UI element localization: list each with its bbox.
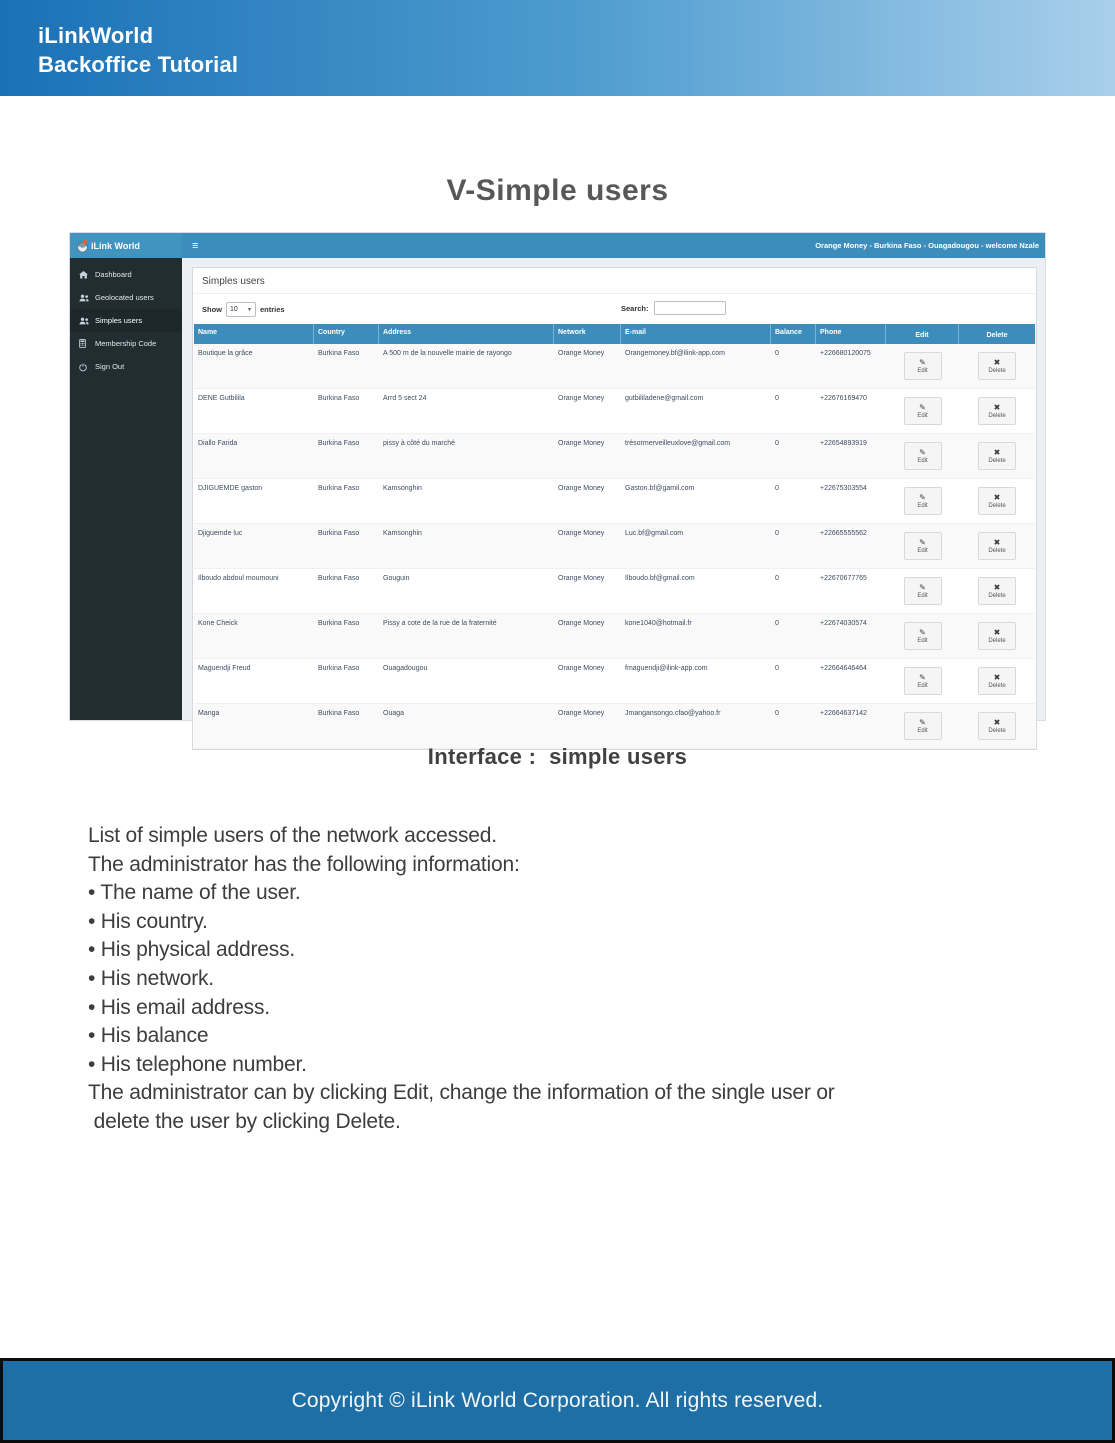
cell-country: Burkina Faso [318,395,360,402]
cell-network: Orange Money [558,530,605,537]
cell-phone: +22675303554 [820,485,867,492]
cell-phone: +22674030574 [820,620,867,627]
sidebar-item-geolocated-users[interactable]: Geolocated users [70,286,182,309]
simples-users-panel [192,267,1037,750]
cell-edit [886,479,959,523]
cell-edit [886,569,959,613]
cell-email: Jmangansongo.cfao@yahoo.fr [625,710,721,717]
cell-delete [959,659,1035,703]
cell-delete [959,434,1035,478]
cell-edit [886,614,959,658]
cell-country: Burkina Faso [318,530,360,537]
app-body [70,258,1045,734]
edit-button[interactable]: ✎ Edit [904,442,942,470]
cell-email: gutbililadene@gmail.com [625,395,704,402]
edit-icon: ✎ [919,492,926,502]
page-length-control [202,302,1027,317]
edit-icon: ✎ [919,627,926,637]
show-label: Show [202,305,222,314]
cell-balance: 0 [775,350,779,357]
edit-icon: ✎ [919,447,926,457]
ilink-logo-icon [76,239,86,253]
edit-icon: ✎ [919,717,926,727]
delete-button[interactable]: ✖ Delete [978,487,1016,515]
column-header-balance[interactable]: Balance [771,324,816,344]
delete-button[interactable]: ✖ Delete [978,667,1016,695]
cell-delete [959,389,1035,433]
table-controls [193,294,1036,324]
entries-select[interactable] [226,302,256,317]
entries-select-value: 10 [230,306,238,313]
chevron-down-icon: ▼ [247,306,252,313]
cell-email: fmaguendji@ilink-app.com [625,665,708,672]
body-line: • His telephone number. [88,1052,307,1076]
cell-name: DENE Gutbilila [198,395,245,402]
cell-balance: 0 [775,665,779,672]
cell-balance: 0 [775,620,779,627]
calculator-icon [79,339,89,348]
cell-balance: 0 [775,440,779,447]
delete-button[interactable]: ✖ Delete [978,442,1016,470]
cell-phone: +22664637142 [820,710,867,717]
cell-country: Burkina Faso [318,665,360,672]
cell-phone: +22670677765 [820,575,867,582]
cell-country: Burkina Faso [318,620,360,627]
cell-address: Pissy a cote de la rue de la fraternité [383,620,497,627]
power-icon [79,363,89,371]
cell-country: Burkina Faso [318,485,360,492]
sidebar-menu [70,258,182,720]
body-line: List of simple users of the network accessed. [88,824,497,847]
topbar-user-info: Orange Money - Burkina Faso - Ouagadougou - welcome Nzale [815,241,1039,250]
cell-delete [959,524,1035,568]
app-brand-label: iLink World [91,240,140,251]
copyright-text: Copyright © iLink World Corporation. All rights reserved. [291,1388,824,1412]
cell-balance: 0 [775,485,779,492]
body-line: • His balance [88,1024,209,1048]
users-icon [79,317,89,325]
edit-button[interactable]: ✎ Edit [904,397,942,425]
delete-button[interactable]: ✖ Delete [978,397,1016,425]
edit-button[interactable]: ✎ Edit [904,712,942,740]
delete-icon: ✖ [993,582,1001,592]
delete-icon: ✖ [993,717,1001,727]
delete-button[interactable]: ✖ Delete [978,622,1016,650]
cell-email: kone1040@hotmail.fr [625,620,692,627]
cell-country: Burkina Faso [318,575,360,582]
cell-address: Gouguin [383,575,410,582]
cell-network: Orange Money [558,620,605,627]
app-brand[interactable] [70,233,182,258]
cell-network: Orange Money [558,665,605,672]
backoffice-screenshot [70,233,1045,734]
cell-edit [886,524,959,568]
delete-icon: ✖ [993,627,1001,637]
delete-button[interactable]: ✖ Delete [978,352,1016,380]
search-control [621,301,726,315]
sidebar-item-simples-users[interactable]: Simples users [70,309,182,332]
cell-name: Ilboudo abdoul moumouni [198,575,279,582]
cell-edit [886,344,959,388]
hamburger-icon: ≡ [192,239,199,252]
edit-icon: ✎ [919,357,926,367]
cell-delete [959,614,1035,658]
edit-button[interactable]: ✎ Edit [904,487,942,515]
column-header-delete[interactable]: Delete [986,332,1008,339]
cell-edit [886,659,959,703]
sidebar-item-sign-out[interactable]: Sign Out [70,355,182,378]
delete-icon: ✖ [993,537,1001,547]
edit-button[interactable]: ✎ Edit [904,622,942,650]
table-row [194,614,1035,659]
cell-name: Maguendji Freud [198,665,251,672]
cell-email: Ilboudo.bf@gmail.com [625,575,695,582]
cell-email: trésormerveilleuxlove@gmail.com [625,440,731,447]
cell-balance: 0 [775,575,779,582]
table-row [194,704,1035,749]
entries-label: entries [260,305,285,314]
cell-address: Ouagadougou [383,665,428,672]
users-icon [79,294,89,302]
body-line: • His physical address. [88,938,295,962]
menu-toggle-button[interactable] [182,233,208,258]
delete-button[interactable]: ✖ Delete [978,577,1016,605]
column-header-country[interactable]: Country [314,324,379,344]
column-header-name[interactable]: Name [194,324,314,344]
table-row [194,569,1035,614]
edit-button[interactable]: ✎ Edit [904,667,942,695]
cell-network: Orange Money [558,485,605,492]
delete-button[interactable]: ✖ Delete [978,532,1016,560]
cell-edit [886,704,959,748]
edit-icon: ✎ [919,402,926,412]
cell-country: Burkina Faso [318,350,360,357]
cell-address: Kamsonghin [383,530,422,537]
column-header-edit[interactable]: Edit [886,324,959,344]
page-footer [0,1358,1115,1443]
screenshot-caption: Interface : simple users [427,744,688,769]
cell-network: Orange Money [558,710,605,717]
edit-icon: ✎ [919,582,926,592]
search-input[interactable] [654,301,726,315]
cell-delete [959,569,1035,613]
body-line: • The name of the user. [88,881,301,905]
cell-address: Arrd 5 sect 24 [383,395,427,402]
document-header [0,0,1115,96]
cell-network: Orange Money [558,440,605,447]
cell-edit [886,389,959,433]
table-row [194,389,1035,434]
cell-balance: 0 [775,530,779,537]
cell-phone: +22676169470 [820,395,867,402]
table-row [194,479,1035,524]
cell-email: Gaston.bf@gamil.com [625,485,695,492]
edit-button[interactable]: ✎ Edit [904,352,942,380]
table-body [194,344,1035,749]
edit-button[interactable]: ✎ Edit [904,532,942,560]
cell-delete [959,704,1035,748]
delete-icon: ✖ [993,492,1001,502]
cell-name: Kone Cheick [198,620,238,627]
body-line: The administrator has the following information: [88,852,520,876]
cell-address: Kamsonghin [383,485,422,492]
cell-network: Orange Money [558,395,605,402]
cell-delete [959,344,1035,388]
edit-icon: ✎ [919,672,926,682]
cell-email: Luc.bf@gmail.com [625,530,684,537]
delete-icon: ✖ [993,447,1001,457]
page-title: V-Simple users [446,174,669,207]
table-row [194,434,1035,479]
cell-country: Burkina Faso [318,440,360,447]
cell-name: Diallo Farida [198,440,238,447]
cell-network: Orange Money [558,350,605,357]
search-label: Search: [621,303,649,313]
table-row [194,344,1035,389]
cell-phone: +22654893919 [820,440,867,447]
app-topbar [70,233,1045,258]
table-row [194,659,1035,704]
cell-network: Orange Money [558,575,605,582]
body-line: The administrator can by clicking Edit, change the information of the single user or [88,1081,835,1105]
column-header-network[interactable]: Network [554,324,621,344]
header-line2: Backoffice Tutorial [38,52,239,77]
edit-icon: ✎ [919,537,926,547]
delete-icon: ✖ [993,402,1001,412]
cell-address: A 500 m de la nouvelle mairie de rayongo [383,350,512,357]
cell-name: Djiguemde luc [198,530,243,537]
delete-icon: ✖ [993,357,1001,367]
body-line: • His country. [88,909,208,933]
simples-users-table [194,324,1035,749]
cell-phone: +22664646464 [820,665,867,672]
body-line: delete the user by clicking Delete. [88,1109,401,1133]
body-text [88,822,1008,1137]
cell-name: Boutique la grâce [198,350,253,357]
panel-title: Simples users [193,268,1036,294]
cell-address: Ouaga [383,710,405,717]
main-content [182,258,1047,734]
cell-address: pissy à côté du marché [383,440,455,447]
cell-country: Burkina Faso [318,710,360,717]
column-header-email[interactable]: E-mail [621,324,771,344]
cell-phone: +226680120075 [820,350,871,357]
home-icon [79,271,89,279]
body-line: • His email address. [88,995,270,1019]
delete-icon: ✖ [993,672,1001,682]
sidebar-item-membership-code[interactable]: Membership Code [70,332,182,355]
body-line: • His network. [88,966,214,990]
cell-edit [886,434,959,478]
column-header-address[interactable]: Address [379,324,554,344]
cell-name: Manga [198,710,220,717]
cell-balance: 0 [775,710,779,717]
table-header-row [194,324,1035,344]
cell-delete [959,479,1035,523]
table-row [194,524,1035,569]
cell-email: Orangemoney.bf@ilink-app.com [625,350,725,357]
column-header-phone[interactable]: Phone [816,324,886,344]
header-line1: iLinkWorld [38,23,154,48]
edit-button[interactable]: ✎ Edit [904,577,942,605]
cell-balance: 0 [775,395,779,402]
sidebar-item-dashboard[interactable]: Dashboard [70,263,182,286]
cell-name: DJIGUEMDE gaston [198,485,263,492]
cell-phone: +22665555562 [820,530,867,537]
delete-button[interactable]: ✖ Delete [978,712,1016,740]
